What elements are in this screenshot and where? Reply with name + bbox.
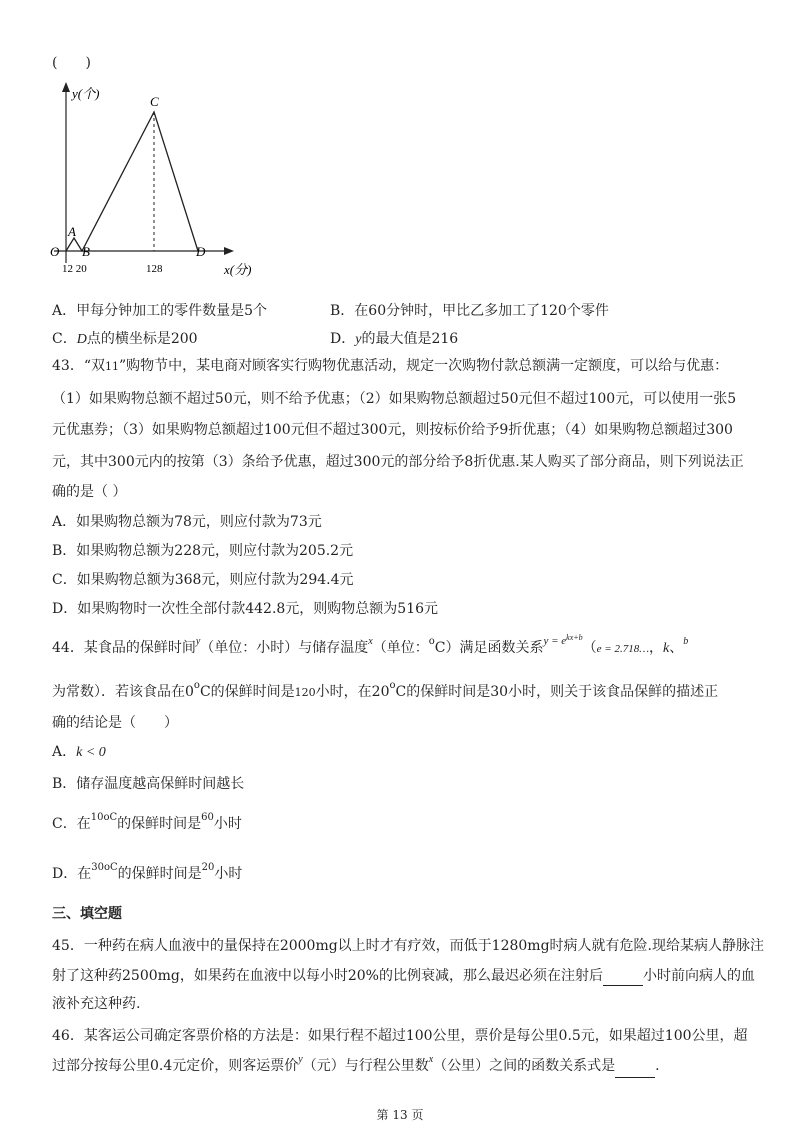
q46-line-1: 46．某客运公司确定客票价格的方法是：如果行程不超过100公里，票价是每公里0.5元，如果超过100公里，超	[52, 1028, 748, 1044]
q44-option-d: D．在$^{30oC}$的保鲜时间是$^{20}$小时	[52, 862, 243, 882]
q43-option-c: C．如果购物总额为368元，则应付款为294.4元	[52, 572, 354, 588]
q44-line-3: 确的结论是（ ）	[52, 715, 178, 731]
q46-answer-blank[interactable]	[615, 1063, 655, 1078]
q42-option-c: C．D点的横坐标是200	[52, 331, 198, 347]
q43-line-3: 元优惠券；（3）如果购物总额超过100元但不超过300元，则按标价给予9折优惠；（4）如果购物总额超过300	[52, 422, 733, 438]
q42-option-d: D．y的最大值是216	[330, 331, 459, 347]
point-b-label: B	[82, 244, 90, 259]
q43-line-4: 元，其中300元内的按第（3）条给予优惠，超过300元的部分给予8折优惠.某人购买了部分商品，则下列说法正	[52, 454, 744, 470]
q43-option-a: A．如果购物总额为78元，则应付款为73元	[52, 514, 322, 530]
tick-12-20: 12 20	[62, 263, 87, 275]
q44-option-c: C．在$^{10oC}$的保鲜时间是$^{60}$小时	[52, 812, 242, 832]
tick-128: 128	[146, 263, 163, 275]
q43-line-1: 43．“双11”购物节中，某电商对顾客实行购物优惠活动，规定一次购物付款总额满一定额度，可以给与优惠：	[52, 358, 729, 374]
q45-answer-blank[interactable]	[603, 971, 643, 986]
q46-line-2: 过部分按每公里0.4元定价，则客运票价$^y$（元）与行程公里数$^x$（公里）之间的函数关系式是 .	[52, 1056, 660, 1078]
point-d-label: D	[196, 244, 206, 259]
origin-label: O	[50, 244, 60, 259]
q45-line-3: 液补充这种药.	[52, 996, 141, 1012]
q44-line-1: 44．某食品的保鲜时间$^y$（单位：小时）与储存温度$^x$（单位：$^o$C）满足函数关系$^{y = ekx+b}$（e = 2.718…，k、$^b$	[52, 633, 689, 656]
section-title: 三、填空题	[52, 906, 122, 922]
graph-line	[66, 112, 198, 251]
q44-option-b: B．储存温度越高保鲜时间越长	[52, 776, 245, 792]
q43-line-5: 确的是（ ）	[52, 484, 127, 500]
y-axis-arrow-icon	[62, 82, 70, 92]
q42-option-b: B．在60分钟时，甲比乙多加工了120个零件	[330, 303, 609, 319]
q43-line-2: （1）如果购物总额不超过50元，则不给予优惠；（2）如果购物总额超过50元但不超过100元，可以使用一张5	[52, 391, 737, 407]
q42-graph	[40, 78, 270, 283]
q44-line-2: 为常数）．若该食品在0$^o$C的保鲜时间是120小时，在20$^o$C的保鲜时间是30小时，则关于该食品保鲜的描述正	[52, 680, 719, 700]
q42-option-a: A．甲每分钟加工的零件数量是5个	[52, 303, 268, 319]
q43-option-b: B．如果购物总额为228元，则应付款为205.2元	[52, 543, 354, 559]
q45-line-2: 射了这种药2500mg，如果药在血液中以每小时20%的比例衰减，那么最迟必须在注射后 小时前向病人的血	[52, 968, 755, 984]
q45-line-1: 45．一种药在病人血液中的量保持在2000mg以上时才有疗效，而低于1280mg时病人就有危险.现给某病人静脉注	[52, 938, 764, 954]
y-axis-label: y(个)	[72, 86, 100, 101]
x-axis-label: x(分)	[224, 262, 252, 277]
point-a-label: A	[68, 224, 76, 239]
q44-option-a: A．k < 0	[52, 744, 106, 760]
x-axis-arrow-icon	[224, 247, 234, 255]
q43-option-d: D．如果购物时一次性全部付款442.8元，则购物总额为516元	[52, 601, 439, 617]
page-footer: 第 13 页	[376, 1108, 424, 1122]
point-c-label: C	[150, 94, 159, 109]
q42-paren: ( )	[52, 55, 91, 71]
